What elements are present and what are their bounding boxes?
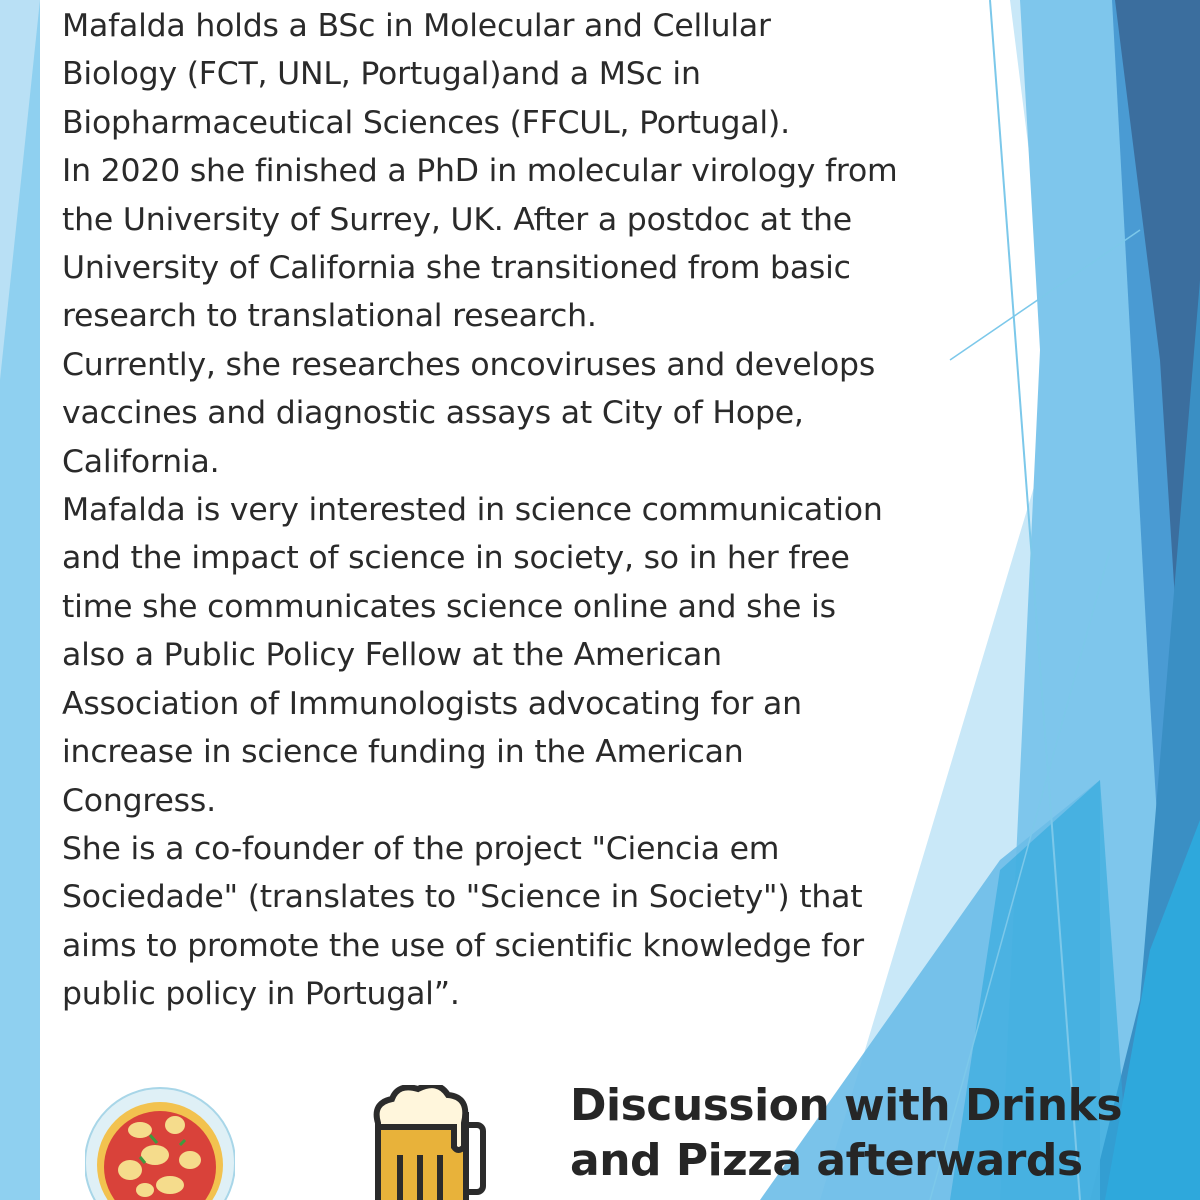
bio-line: Sociedade" (translates to "Science in Society") that bbox=[62, 879, 863, 916]
bio-line: Congress. bbox=[62, 782, 216, 819]
bio-line: Mafalda is very interested in science communication bbox=[62, 492, 883, 529]
beer-mug-icon bbox=[370, 1085, 490, 1200]
bio-line: She is a co-founder of the project "Ciencia em bbox=[62, 830, 780, 867]
bio-line: the University of Surrey, UK. After a postdoc at the bbox=[62, 201, 852, 238]
event-note-line-1: Discussion with Drinks bbox=[570, 1080, 1123, 1131]
bio-line: aims to promote the use of scientific knowledge for bbox=[62, 927, 864, 964]
bio-line: time she communicates science online and she is bbox=[62, 588, 836, 625]
bio-line: University of California she transitioned from basic bbox=[62, 250, 851, 287]
bio-line: Biology (FCT, UNL, Portugal)and a MSc in bbox=[62, 56, 701, 93]
bio-line: research to translational research. bbox=[62, 298, 597, 335]
event-note-line-2: and Pizza afterwards bbox=[570, 1135, 1083, 1186]
pizza-icon bbox=[85, 1085, 235, 1200]
bio-line: and the impact of science in society, so in her free bbox=[62, 540, 850, 577]
bio-text bbox=[62, 2, 982, 1019]
bio-line: Association of Immunologists advocating for an bbox=[62, 685, 802, 722]
bio-line: Mafalda holds a BSc in Molecular and Cellular bbox=[62, 8, 771, 44]
bio-line: vaccines and diagnostic assays at City of Hope, bbox=[62, 395, 804, 432]
bio-line: In 2020 she finished a PhD in molecular virology from bbox=[62, 153, 898, 190]
bio-line: Biopharmaceutical Sciences (FFCUL, Portugal). bbox=[62, 104, 790, 141]
bio-line: public policy in Portugal”. bbox=[62, 976, 460, 1013]
bio-line: Currently, she researches oncoviruses and develops bbox=[62, 346, 876, 383]
bio-line: increase in science funding in the American bbox=[62, 734, 744, 771]
event-note bbox=[570, 1078, 1122, 1188]
bio-line: California. bbox=[62, 443, 220, 480]
bio-line: also a Public Policy Fellow at the American bbox=[62, 637, 722, 674]
